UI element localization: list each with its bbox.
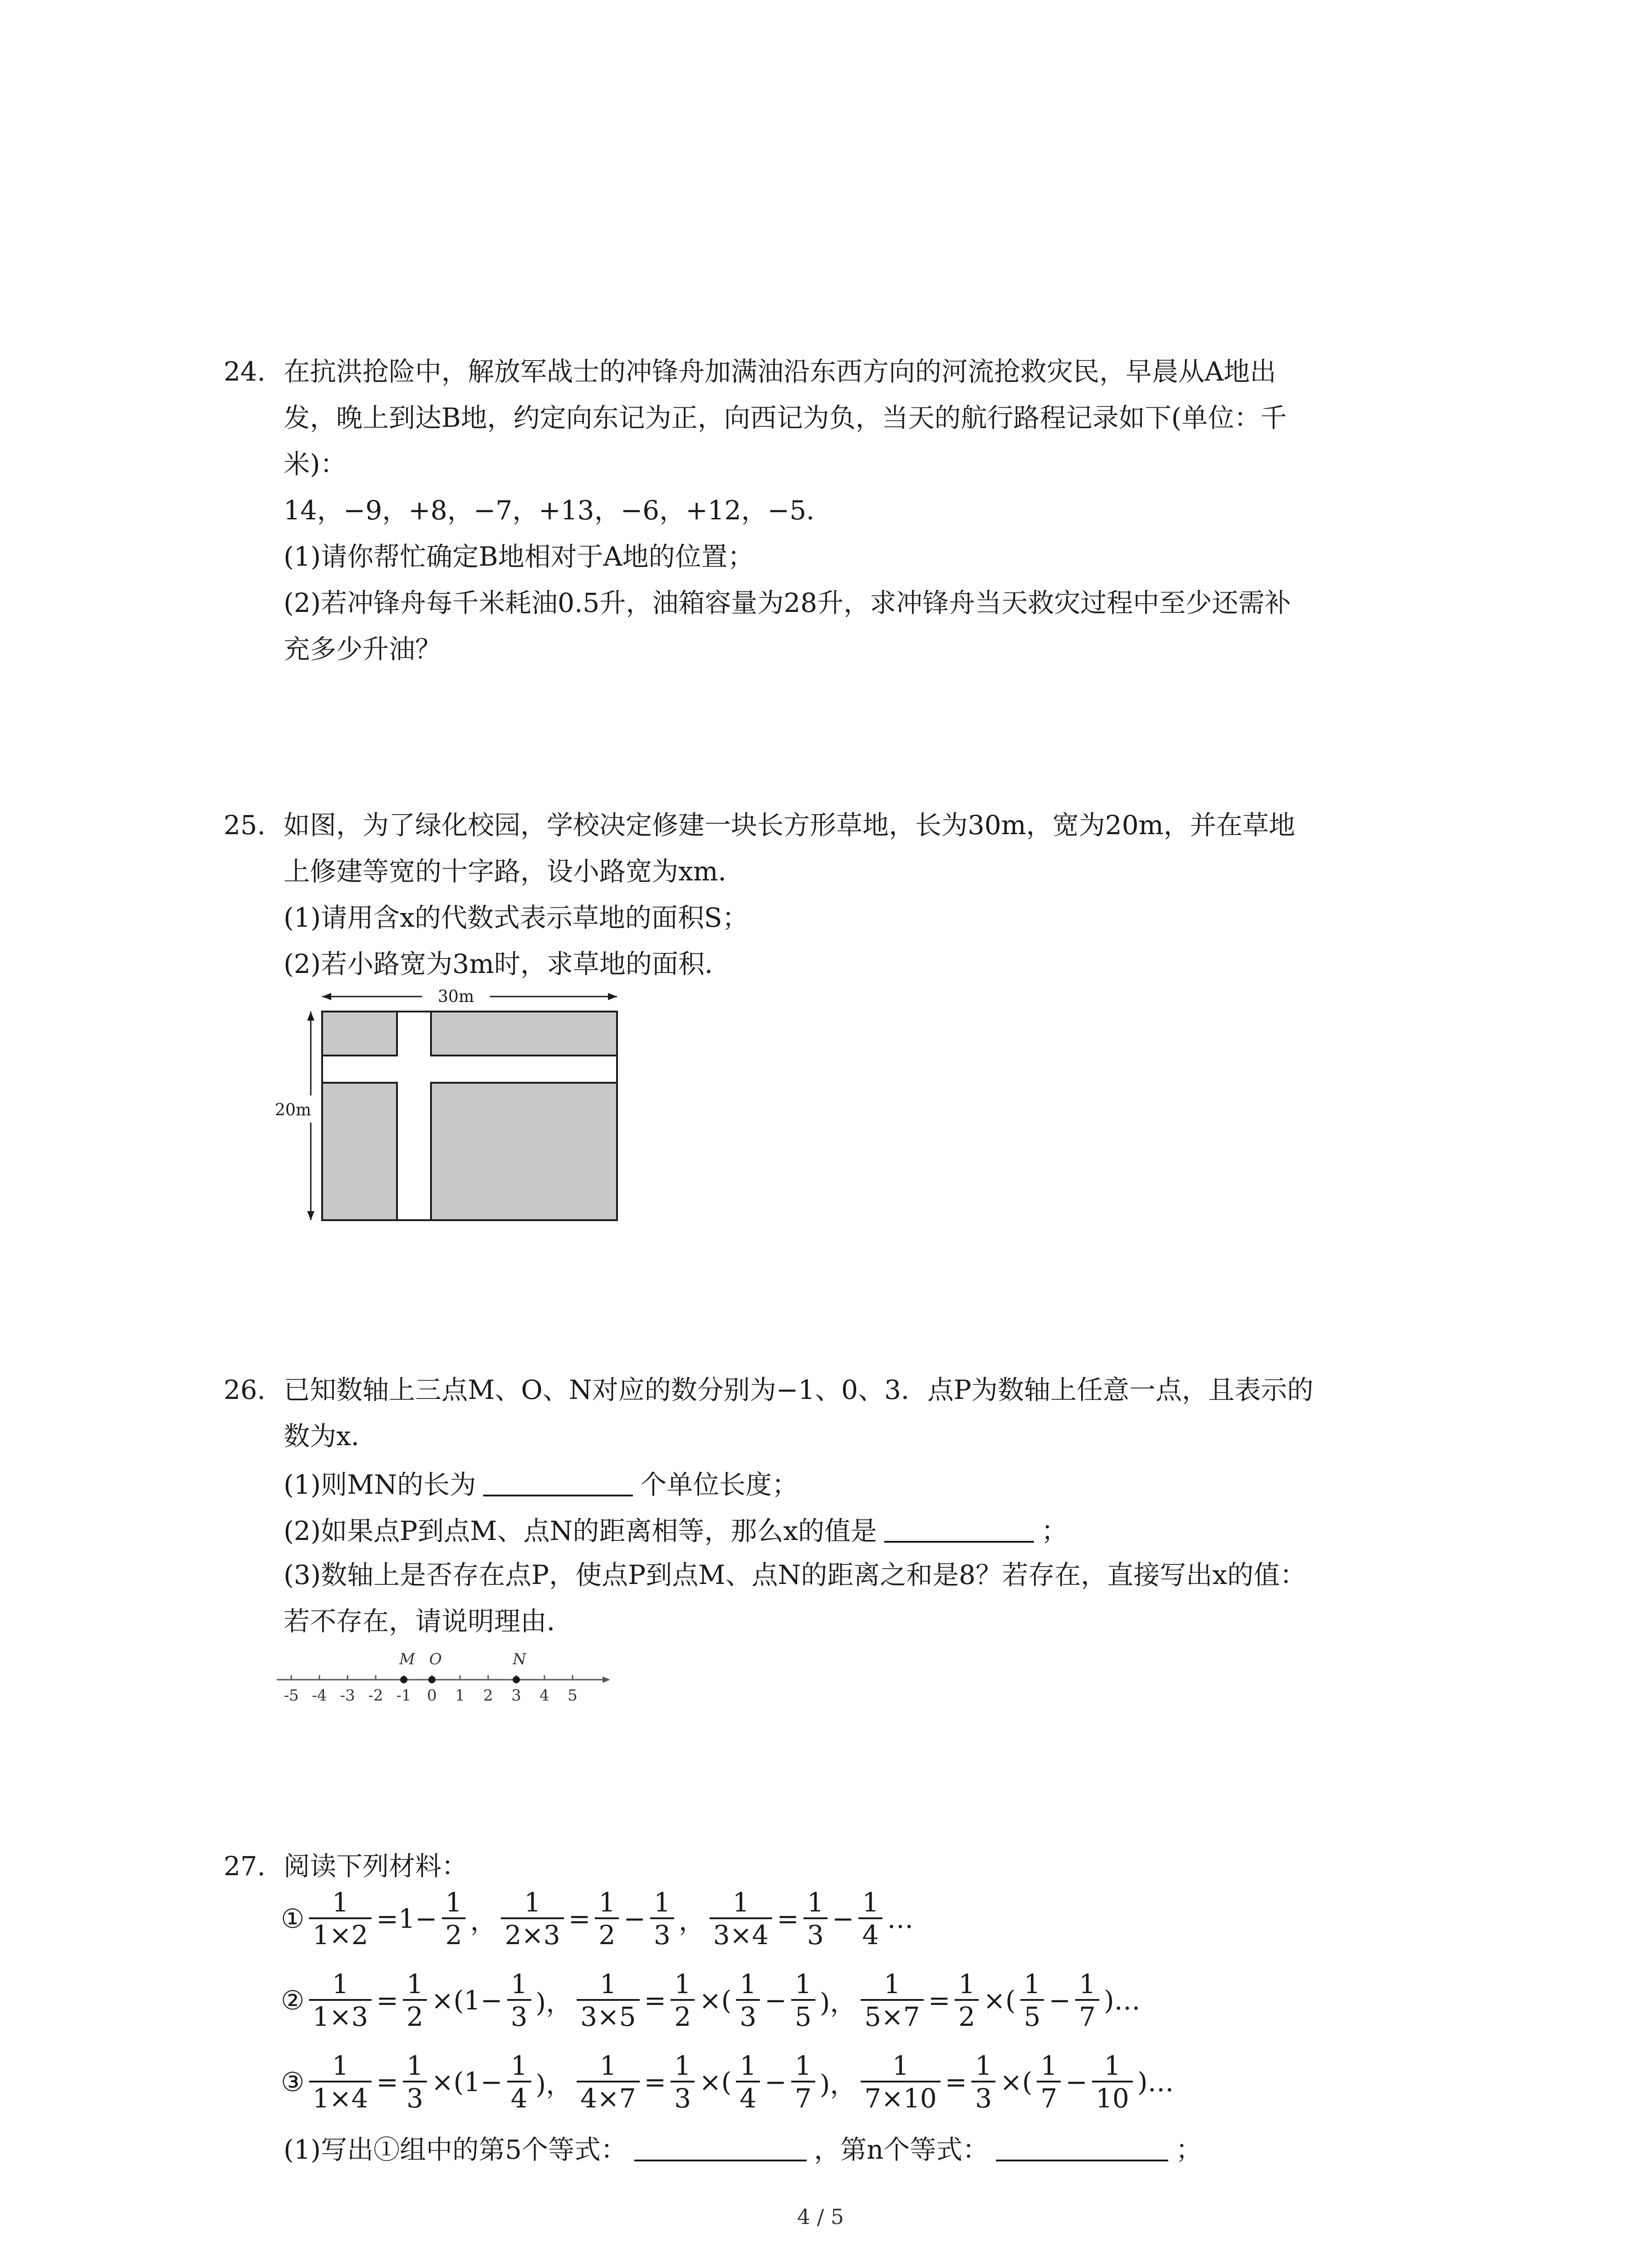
q26-part1	[284, 1469, 798, 1498]
tick-label: 2	[483, 1686, 493, 1705]
g2-b-r2-num: 1	[794, 1969, 812, 1999]
grass-block-top-right	[431, 1012, 617, 1056]
g2-b-num: 1	[599, 1969, 617, 1999]
g3-b-frac	[577, 2050, 639, 2114]
grass-block-bottom-right	[431, 1083, 617, 1220]
g2-a-mid: ×(1−	[431, 1985, 503, 2016]
g3-b-close: )，	[819, 2069, 857, 2100]
g1-mark: ①	[281, 1903, 304, 1934]
g1-b-frac	[501, 1889, 563, 1948]
point-o-label: O	[429, 1650, 442, 1668]
g3-c-r2-frac	[1092, 2050, 1133, 2114]
g2-b-r2-frac	[791, 1971, 815, 2030]
g3-c-k-num: 1	[975, 2050, 992, 2081]
width-arrow-right	[608, 993, 617, 1000]
g3-c-r1-num: 1	[1040, 2050, 1058, 2081]
g2-b-minus: −	[764, 1985, 787, 2016]
q24-part2-line1: (2)若冲锋舟每千米耗油0.5升，油箱容量为28升，求冲锋舟当天救灾过程中至少还需补	[284, 587, 1291, 618]
q26-number: 26.	[224, 1374, 266, 1405]
height-arrow-top	[307, 1012, 314, 1021]
g2-a-den: 1×3	[309, 1999, 372, 2030]
g2-c-r1-den: 5	[1020, 1999, 1044, 2030]
g1-c-eq: =	[777, 1903, 799, 1934]
g2-b-k-frac	[671, 1971, 695, 2030]
q27-part1	[284, 2134, 1202, 2163]
q26-line1: 已知数轴上三点M、O、N对应的数分别为−1、0、3．点P为数轴上任意一点，且表示的	[284, 1374, 1314, 1405]
g2-b-den: 3×5	[577, 1999, 639, 2030]
g1-c-num: 1	[732, 1887, 749, 1918]
q27-group2	[279, 1971, 1142, 2030]
g2-c-mid: ×(	[983, 1985, 1016, 2016]
g1-b-r1-den: 2	[595, 1917, 619, 1948]
g2-c-den: 5×7	[861, 1999, 923, 2030]
q26-line2: 数为x．	[284, 1421, 377, 1452]
tick-label: -1	[396, 1686, 411, 1705]
g2-a-eq: =	[376, 1985, 399, 2016]
g2-c-r1-frac	[1020, 1971, 1044, 2030]
g3-c-frac	[861, 2050, 940, 2114]
g3-b-minus: −	[764, 2067, 787, 2097]
tick-label: 0	[427, 1686, 437, 1705]
g1-c-r2-frac	[858, 1889, 882, 1948]
point-m-label: M	[399, 1650, 415, 1668]
q26-part2	[284, 1515, 1068, 1544]
g3-c-mid: ×(	[1000, 2067, 1033, 2097]
point-n-label: N	[513, 1650, 526, 1668]
q25-part1: (1)请用含x的代数式表示草地的面积S；	[284, 902, 749, 933]
number-line-arrow	[603, 1677, 610, 1683]
q26-part3-line2: 若不存在，请说明理由．	[284, 1606, 573, 1637]
q25-line1: 如图，为了绿化校园，学校决定修建一块长方形草地，长为30m，宽为20m，并在草地	[284, 810, 1295, 841]
q27-part1-text-b: ，第n个等式：	[814, 2134, 989, 2165]
g3-b-r1-den: 4	[736, 2081, 760, 2112]
g3-c-r2-num: 1	[1104, 2050, 1121, 2081]
g2-c-r2-den: 7	[1075, 1999, 1099, 2030]
g3-b-eq: =	[644, 2067, 666, 2097]
g1-b-eq: =	[568, 1903, 591, 1934]
tick-label: 3	[511, 1686, 521, 1705]
g2-a-frac	[309, 1971, 372, 2030]
g3-c-r1-frac	[1037, 2050, 1061, 2114]
g3-c-eq: =	[945, 2067, 967, 2097]
g2-c-close: )…	[1104, 1985, 1141, 2016]
g3-a-k-den: 3	[403, 2081, 427, 2112]
q24-number: 24.	[224, 356, 266, 387]
grass-block-top-left	[322, 1012, 397, 1056]
g1-b-r2-den: 3	[650, 1917, 674, 1948]
g3-b-r2-num: 1	[794, 2050, 812, 2081]
g1-c-den: 3×4	[710, 1917, 772, 1948]
g3-a-num: 1	[332, 2050, 349, 2081]
g3-a-frac	[309, 2050, 372, 2114]
g1-c-r2-num: 1	[862, 1887, 879, 1918]
tick-label: -4	[312, 1686, 327, 1705]
g2-b-r1-den: 3	[736, 1999, 760, 2030]
g3-b-r1-frac	[736, 2050, 760, 2114]
q24-line3: 米)：	[284, 449, 347, 479]
g3-b-r2-den: 7	[791, 2081, 815, 2112]
g2-a-r-num: 1	[510, 1969, 528, 1999]
g1-b-r1-num: 1	[598, 1887, 616, 1918]
g1-b-minus: −	[623, 1903, 646, 1934]
tick-label: -3	[340, 1686, 355, 1705]
q27-part1-blank-5th[interactable]	[634, 2134, 807, 2161]
g2-a-close: )，	[535, 1987, 573, 2018]
point-m-dot	[400, 1676, 407, 1683]
g3-a-k-frac	[403, 2050, 427, 2114]
g3-mark: ③	[281, 2067, 304, 2097]
g3-b-num: 1	[599, 2050, 617, 2081]
width-label: 30m	[438, 987, 474, 1006]
g3-a-r-frac	[507, 2050, 531, 2114]
g3-b-k-frac	[671, 2050, 695, 2114]
g2-b-k-den: 2	[671, 1999, 695, 2030]
grass-block-bottom-left	[322, 1083, 397, 1220]
g2-a-k-den: 2	[403, 1999, 427, 2030]
g3-b-r2-frac	[791, 2050, 815, 2114]
g2-b-eq: =	[644, 1985, 666, 2016]
g3-b-mid: ×(	[699, 2067, 732, 2097]
tick-label: -5	[284, 1686, 299, 1705]
q26-part3-line1: (3)数轴上是否存在点P，使点P到点M、点N的距离之和是8？若存在，直接写出x的值：	[284, 1559, 1306, 1590]
g3-c-minus: −	[1065, 2067, 1087, 2097]
g3-c-k-frac	[971, 2050, 995, 2114]
g1-b-r2-num: 1	[653, 1887, 671, 1918]
g3-b-k-num: 1	[674, 2050, 691, 2081]
q27-group1	[279, 1889, 915, 1948]
q27-part1-text-c: ；	[1176, 2134, 1202, 2165]
g3-c-num: 1	[892, 2050, 909, 2081]
q24-part2-line2: 充多少升油？	[284, 634, 442, 665]
lawn-figure	[272, 987, 626, 1232]
g2-c-k-den: 2	[955, 1999, 979, 2030]
tick-label: -2	[368, 1686, 383, 1705]
g1-tail: …	[887, 1903, 914, 1934]
q27-part1-blank-nth[interactable]	[996, 2134, 1168, 2161]
g2-b-k-num: 1	[674, 1969, 691, 1999]
g3-b-r1-num: 1	[740, 2050, 757, 2081]
number-line	[272, 1644, 617, 1708]
g1-a-r-frac	[442, 1889, 466, 1948]
g1-b-num: 1	[524, 1887, 541, 1918]
q24-line1: 在抗洪抢险中，解放军战士的冲锋舟加满油沿东西方向的河流抢救灾民，早晨从A地出	[284, 356, 1276, 387]
q25-line2: 上修建等宽的十字路，设小路宽为xm．	[284, 856, 745, 887]
g2-b-frac	[577, 1971, 639, 2030]
g1-a-den: 1×2	[309, 1917, 372, 1948]
point-n-dot	[513, 1676, 520, 1683]
g2-a-r-den: 3	[507, 1999, 531, 2030]
g3-a-close: )，	[535, 2069, 573, 2100]
g3-a-eq: =	[376, 2067, 399, 2097]
page-number: 4 / 5	[797, 2204, 844, 2229]
q25-part2: (2)若小路宽为3m时，求草地的面积．	[284, 948, 731, 979]
g1-c-r1-frac	[803, 1889, 828, 1948]
g2-c-r1-num: 1	[1024, 1969, 1041, 1999]
g3-b-den: 4×7	[577, 2081, 639, 2112]
g1-a-r-num: 1	[445, 1887, 462, 1918]
g3-c-r2-den: 10	[1092, 2081, 1133, 2112]
g1-sep1: ，	[470, 1906, 497, 1936]
q24-line2: 发，晚上到达B地，约定向东记为正，向西记为负，当天的航行路程记录如下(单位：千	[284, 402, 1287, 433]
g2-c-k-num: 1	[958, 1969, 975, 1999]
q24-data: 14，−9，+8，−7，+13，−6，+12，−5．	[284, 495, 833, 526]
g3-c-den: 7×10	[861, 2081, 940, 2112]
g1-b-den: 2×3	[501, 1917, 563, 1948]
g1-a-r-den: 2	[442, 1917, 466, 1948]
q27-intro: 阅读下列材料：	[284, 1851, 468, 1882]
q25-number: 25.	[224, 810, 266, 841]
g2-b-r1-frac	[736, 1971, 760, 2030]
g1-c-r2-den: 4	[858, 1917, 882, 1948]
g2-a-k-frac	[403, 1971, 427, 2030]
tick-label: 4	[539, 1686, 549, 1705]
g1-b-r1-frac	[595, 1889, 619, 1948]
g2-b-close: )，	[819, 1987, 857, 2018]
g3-a-r-den: 4	[507, 2081, 531, 2112]
g2-c-r2-frac	[1075, 1971, 1099, 2030]
g2-a-num: 1	[332, 1969, 349, 1999]
q27-number: 27.	[224, 1851, 266, 1882]
g2-mark: ②	[281, 1985, 304, 2016]
g1-sep2: ，	[678, 1906, 705, 1936]
g3-a-r-num: 1	[510, 2050, 528, 2081]
g2-c-r2-num: 1	[1079, 1969, 1096, 1999]
height-label: 20m	[275, 1101, 311, 1119]
q26-part1-text-a: (1)则MN的长为	[284, 1469, 476, 1500]
q27-part1-text-a: (1)写出①组中的第5个等式：	[284, 2134, 627, 2165]
q26-part2-text-b: ；	[1041, 1515, 1068, 1546]
g3-c-r1-den: 7	[1037, 2081, 1061, 2112]
g2-a-r-frac	[507, 1971, 531, 2030]
point-o-dot	[428, 1676, 436, 1683]
q24-part1: (1)请你帮忙确定B地相对于A地的位置；	[284, 541, 754, 572]
q26-part1-blank[interactable]	[483, 1469, 633, 1496]
g3-a-mid: ×(1−	[431, 2067, 503, 2097]
g1-c-r1-num: 1	[807, 1887, 824, 1918]
q26-part2-text-a: (2)如果点P到点M、点N的距离相等，那么x的值是	[284, 1515, 877, 1546]
g2-a-k-num: 1	[407, 1969, 423, 1999]
g2-b-r2-den: 5	[791, 1999, 815, 2030]
tick-label: 5	[568, 1686, 578, 1705]
g1-c-frac	[710, 1889, 772, 1948]
g2-c-eq: =	[928, 1985, 950, 2016]
g1-a-num: 1	[332, 1887, 349, 1918]
g1-c-r1-den: 3	[803, 1917, 828, 1948]
q26-part2-blank[interactable]	[884, 1515, 1034, 1543]
g1-c-minus: −	[832, 1903, 854, 1934]
g2-b-r1-num: 1	[740, 1969, 757, 1999]
g2-c-minus: −	[1048, 1985, 1071, 2016]
g1-a-frac	[309, 1889, 372, 1948]
tick-label: 1	[455, 1686, 465, 1705]
g1-b-r2-frac	[650, 1889, 674, 1948]
g3-a-k-num: 1	[407, 2050, 423, 2081]
g3-c-k-den: 3	[971, 2081, 995, 2112]
q26-part1-text-b: 个单位长度；	[640, 1469, 798, 1500]
q27-group3	[279, 2050, 1176, 2114]
g2-c-num: 1	[884, 1969, 901, 1999]
g3-c-close: )…	[1137, 2067, 1174, 2097]
g3-b-k-den: 3	[671, 2081, 695, 2112]
height-arrow-bottom	[307, 1211, 314, 1220]
g3-a-den: 1×4	[309, 2081, 372, 2112]
g1-a-eq: =1−	[376, 1903, 437, 1934]
g2-c-k-frac	[955, 1971, 979, 2030]
g2-b-mid: ×(	[699, 1985, 732, 2016]
width-arrow-left	[322, 993, 331, 1000]
g2-c-frac	[861, 1971, 923, 2030]
